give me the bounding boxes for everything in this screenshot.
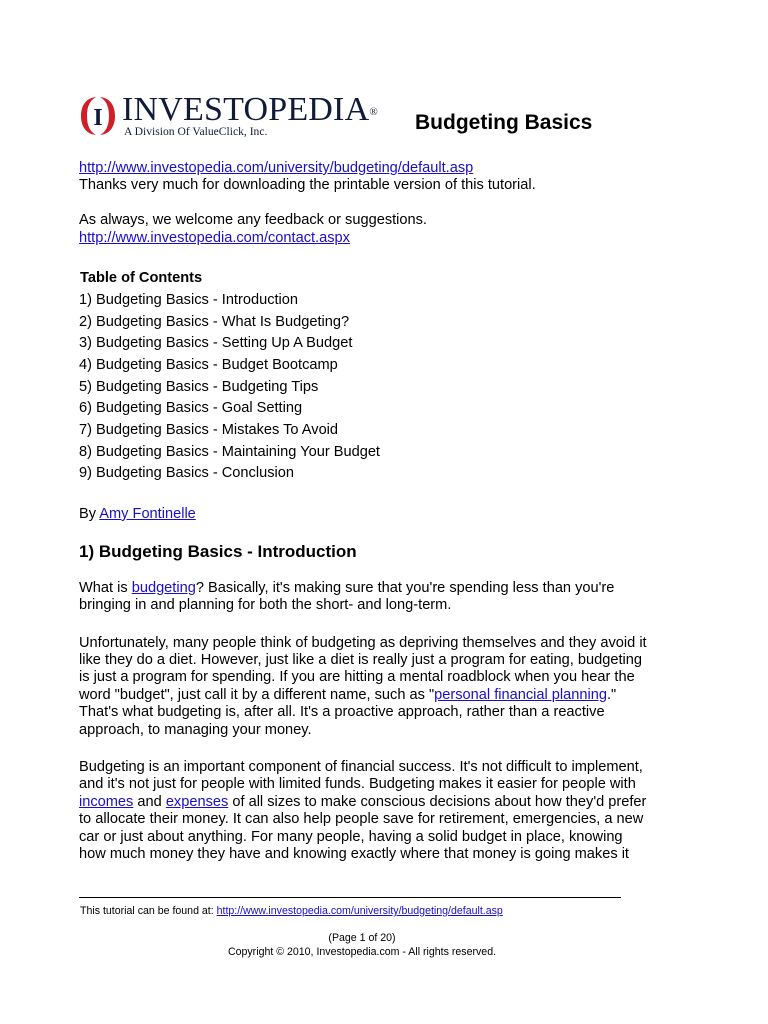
toc-item: 8) Budgeting Basics - Maintaining Your Budget xyxy=(79,444,380,460)
budgeting-link[interactable]: budgeting xyxy=(131,580,196,596)
tutorial-url-link[interactable]: http://www.investopedia.com/university/budgeting/default.asp xyxy=(79,160,474,176)
toc-item: 4) Budgeting Basics - Budget Bootcamp xyxy=(79,357,338,373)
paragraph-line: how much money they have and knowing exactly where that money is going makes it xyxy=(79,846,629,862)
logo-wordmark: INVESTOPEDIA® xyxy=(122,91,378,128)
footer-url-link[interactable]: http://www.investopedia.com/university/budgeting/default.asp xyxy=(216,905,503,917)
toc-item: 5) Budgeting Basics - Budgeting Tips xyxy=(79,379,319,395)
expenses-link[interactable]: expenses xyxy=(165,794,229,810)
paragraph-line: Budgeting is an important component of financial success. It's not difficult to implement, xyxy=(79,759,643,775)
toc-item: 6) Budgeting Basics - Goal Setting xyxy=(79,400,303,416)
copyright: Copyright © 2010, Investopedia.com - All rights reserved. xyxy=(227,946,497,958)
document-title: Budgeting Basics xyxy=(415,111,593,134)
page-number: (Page 1 of 20) xyxy=(328,932,396,944)
toc-item: 2) Budgeting Basics - What Is Budgeting? xyxy=(79,314,350,330)
paragraph-line: word "budget", just call it by a different name, such as "personal financial planning." xyxy=(79,687,617,703)
logo-division-text: A Division Of ValueClick, Inc. xyxy=(124,125,268,138)
byline xyxy=(79,506,196,523)
footer-source: This tutorial can be found at: http://www.investopedia.com/university/budgeting/default.asp xyxy=(80,905,503,917)
paragraph-line: incomes and expenses of all sizes to make conscious decisions about how they'd prefer xyxy=(79,794,647,810)
paragraph-line: Unfortunately, many people think of budgeting as depriving themselves and they avoid it xyxy=(79,635,647,651)
paragraph-line: What is budgeting? Basically, it's making sure that you're spending less than you're xyxy=(79,580,615,596)
paragraph-line: is just a program for spending. If you are hitting a mental roadblock when you hear the xyxy=(79,669,635,685)
paragraph-line: car or just about anything. For many people, having a solid budget in place, knowing xyxy=(79,829,623,845)
toc-title: Table of Contents xyxy=(80,270,203,286)
investopedia-logo xyxy=(80,91,378,142)
svg-text:I: I xyxy=(93,105,103,131)
paragraph-line: approach, to managing your money. xyxy=(79,722,312,738)
toc-item: 9) Budgeting Basics - Conclusion xyxy=(79,465,294,481)
paragraph-line: That's what budgeting is, after all. It's a proactive approach, rather than a reactive xyxy=(79,704,605,720)
feedback-text: As always, we welcome any feedback or suggestions. xyxy=(79,212,427,228)
thanks-text: Thanks very much for downloading the printable version of this tutorial. xyxy=(79,177,536,193)
byline-by: By xyxy=(79,506,97,522)
investopedia-mark-icon xyxy=(80,94,116,138)
toc-item: 1) Budgeting Basics - Introduction xyxy=(79,292,299,308)
paragraph-line: to allocate their money. It can also help people save for retirement, emergencies, a new xyxy=(79,811,644,827)
incomes-link[interactable]: incomes xyxy=(79,794,134,810)
author-link[interactable]: Amy Fontinelle xyxy=(99,506,196,522)
paragraph-line: bringing in and planning for both the short- and long-term. xyxy=(79,597,452,613)
paragraph-line: and it's not just for people with limited funds. Budgeting makes it easier for people with xyxy=(79,776,636,792)
contact-url-link[interactable]: http://www.investopedia.com/contact.aspx xyxy=(79,230,350,246)
section-heading: 1) Budgeting Basics - Introduction xyxy=(79,542,357,561)
paragraph-line: like they do a diet. However, just like a diet is really just a program for eating, budgeting xyxy=(79,652,642,668)
toc-item: 3) Budgeting Basics - Setting Up A Budget xyxy=(79,335,353,351)
toc-item: 7) Budgeting Basics - Mistakes To Avoid xyxy=(79,422,339,438)
personal-financial-planning-link[interactable]: personal financial planning xyxy=(434,687,607,703)
footer-divider xyxy=(79,897,621,898)
